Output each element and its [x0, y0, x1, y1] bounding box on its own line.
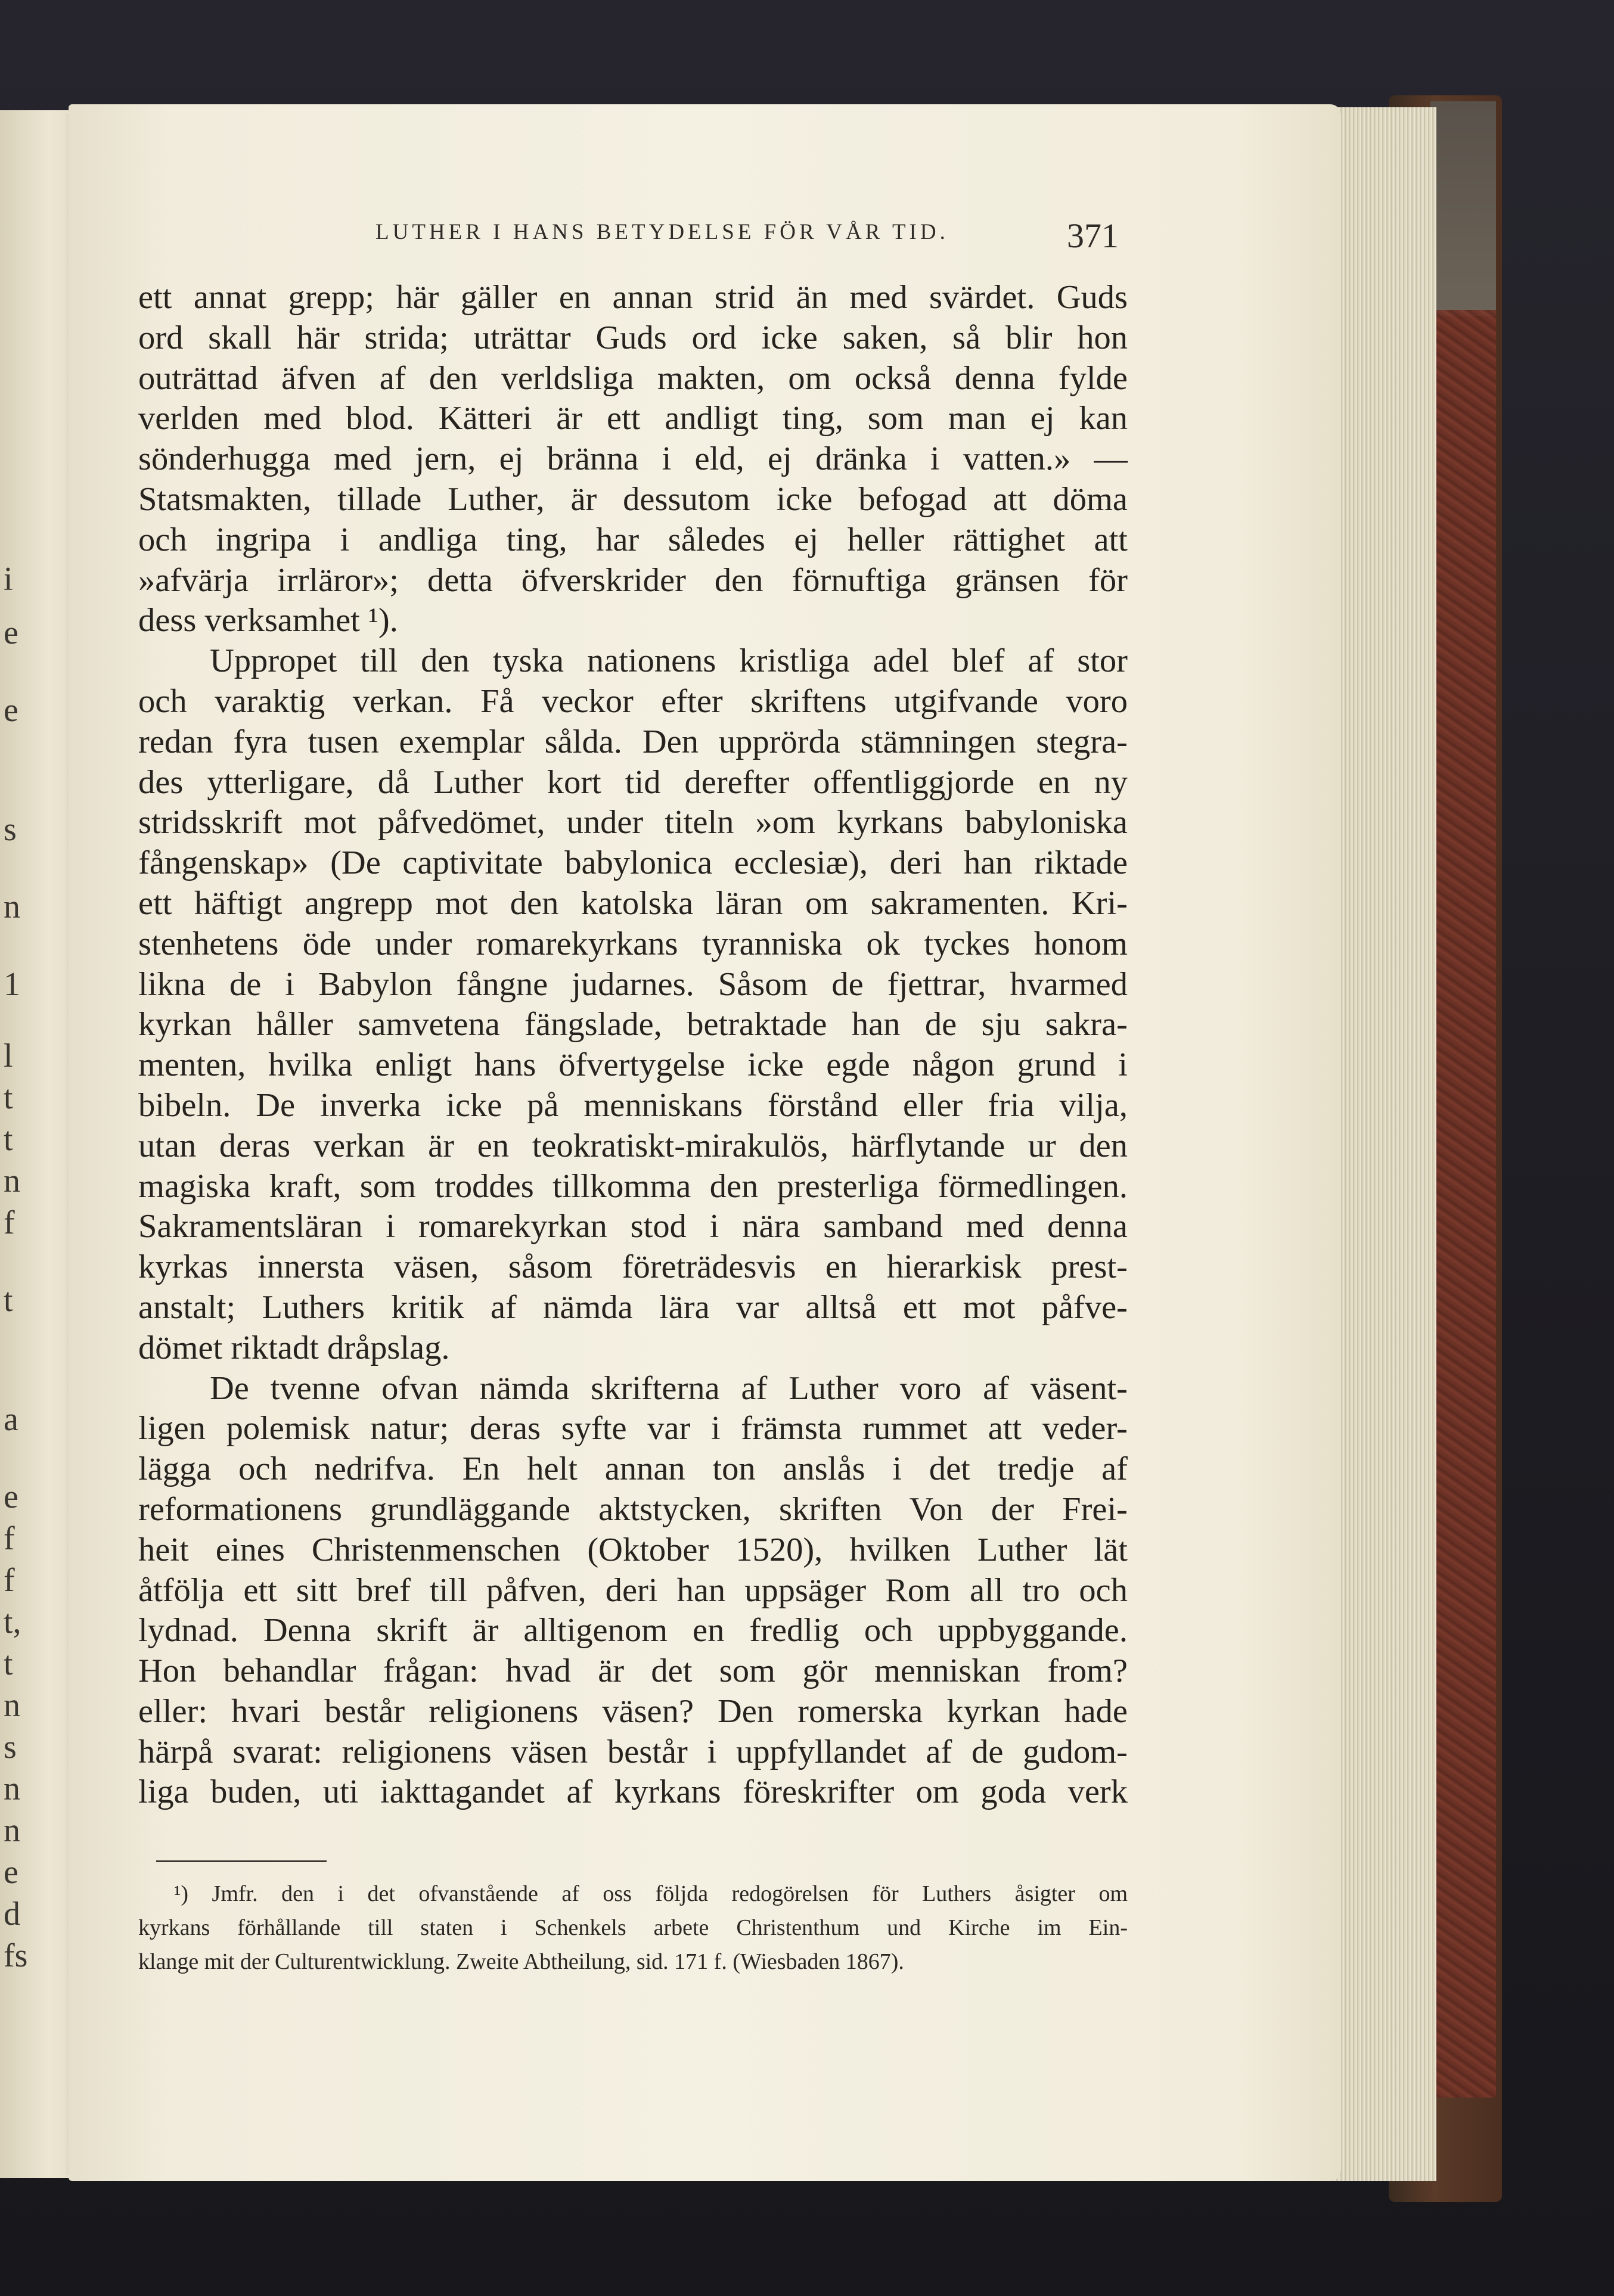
- cover-cloth-edge: [1430, 101, 1496, 316]
- margin-letter: e: [4, 614, 18, 651]
- margin-letter: t: [4, 1282, 13, 1319]
- margin-letter: e: [4, 1854, 18, 1891]
- margin-letter: f: [4, 1520, 15, 1557]
- text-line: kyrkas innersta väsen, såsom företrädesvis en hierarkisk prest-: [138, 1248, 1128, 1286]
- text-line: ord skall här strida; uträttar Guds ord icke saken, så blir hon: [138, 319, 1128, 356]
- footnote-line: ¹) Jmfr. den i det ofvanstående af oss följda redogörelsen för Luthers åsigter om: [174, 1881, 1128, 1906]
- text-line: ett annat grepp; här gäller en annan strid än med svärdet. Guds: [138, 279, 1128, 316]
- margin-letter: n: [4, 888, 20, 925]
- margin-letter: 1: [4, 966, 20, 1003]
- text-line: åtfölja ett sitt bref till påfven, deri han uppsäger Rom all tro och: [138, 1571, 1128, 1609]
- running-header: LUTHER I HANS BETYDELSE FÖR VÅR TID.: [375, 220, 949, 244]
- margin-letter: t: [4, 1645, 13, 1682]
- margin-letter: n: [4, 1163, 20, 1200]
- margin-letter: e: [4, 692, 18, 729]
- margin-letter: e: [4, 1478, 18, 1515]
- text-line: och ingripa i andliga ting, har således ej heller rättighet att: [138, 521, 1128, 558]
- footnote-rule: [156, 1860, 327, 1862]
- text-line: magiska kraft, som troddes tillkomma den presterliga förmedlingen.: [138, 1167, 1128, 1205]
- text-line: De tvenne ofvan nämda skrifterna af Luther voro af väsent-: [210, 1369, 1128, 1407]
- margin-letter: a: [4, 1401, 18, 1438]
- text-line: härpå svarat: religionens väsen består i uppfyllandet af de gudom-: [138, 1733, 1128, 1770]
- margin-letter: s: [4, 811, 17, 848]
- margin-letter: t: [4, 1079, 13, 1116]
- text-line: reformationens grundläggande aktstycken, skriften Von der Frei-: [138, 1490, 1128, 1528]
- text-line: ligen polemisk natur; deras syfte var i främsta rummet att veder-: [138, 1410, 1128, 1447]
- text-line: outrättad äfven af den verldsliga makten, om också denna fylde: [138, 359, 1128, 397]
- text-line: Sakramentsläran i romarekyrkan stod i nära samband med denna: [138, 1208, 1128, 1245]
- text-line: fångenskap» (De captivitate babylonica ecclesiæ), deri han riktade: [138, 844, 1128, 882]
- text-line: kyrkan håller samvetena fängslade, betraktade han de sju sakra-: [138, 1006, 1128, 1043]
- page-number: 371: [1067, 216, 1119, 255]
- text-line: des ytterligare, då Luther kort tid derefter offentliggjorde en ny: [138, 763, 1128, 801]
- margin-letter: fs: [4, 1937, 28, 1974]
- text-line: lydnad. Denna skrift är alltigenom en fredlig och uppbyggande.: [138, 1612, 1128, 1649]
- text-line: »afvärja irrläror»; detta öfverskrider den förnuftiga gränsen för: [138, 561, 1128, 599]
- margin-letter: f: [4, 1562, 15, 1599]
- margin-letter: f: [4, 1204, 15, 1241]
- text-line: verlden med blod. Kätteri är ett andligt ting, som man ej kan: [138, 400, 1128, 437]
- text-line: eller: hvari består religionens väsen? Den romerska kyrkan hade: [138, 1692, 1128, 1730]
- margin-letter: n: [4, 1770, 20, 1807]
- text-line: heit eines Christenmenschen (Oktober 1520), hvilken Luther lät: [138, 1531, 1128, 1568]
- text-line: utan deras verkan är en teokratiskt-mirakulös, härflytande ur den: [138, 1127, 1128, 1164]
- text-line: dömet riktadt dråpslag.: [138, 1329, 450, 1366]
- text-line: ett häftigt angrepp mot den katolska läran om sakramenten. Kri-: [138, 884, 1128, 922]
- cover-leather-texture: [1427, 310, 1496, 2098]
- margin-letter: n: [4, 1687, 20, 1724]
- text-line: stenhetens öde under romarekyrkans tyranniska ok tyckes honom: [138, 925, 1128, 962]
- footnote-line: kyrkans förhållande till staten i Schenkels arbete Christenthum und Kirche im Ein-: [138, 1915, 1128, 1940]
- text-line: redan fyra tusen exemplar sålda. Den upprörda stämningen stegra-: [138, 723, 1128, 760]
- text-line: menten, hvilka enligt hans öfvertygelse icke egde någon grund i: [138, 1046, 1128, 1084]
- margin-letter: l: [4, 1037, 13, 1074]
- margin-letter: s: [4, 1729, 17, 1766]
- footnote-line: klange mit der Culturentwicklung. Zweite Abtheilung, sid. 171 f. (Wiesbaden 1867).: [138, 1949, 904, 1974]
- body-text: [138, 278, 1128, 1813]
- margin-letter: n: [4, 1812, 20, 1849]
- text-line: lägga och nedrifva. En helt annan ton anslås i det tredje af: [138, 1450, 1128, 1488]
- text-line: liga buden, uti iakttagandet af kyrkans föreskrifter om goda verk: [138, 1773, 1128, 1811]
- margin-letter: t,: [4, 1604, 21, 1641]
- margin-letter: t: [4, 1121, 13, 1158]
- text-line: likna de i Babylon fångne judarnes. Såsom de fjettrar, hvarmed: [138, 965, 1128, 1003]
- margin-letter: i: [4, 561, 13, 598]
- text-line: Hon behandlar frågan: hvad är det som gör menniskan from?: [138, 1652, 1128, 1690]
- text-line: sönderhugga med jern, ej bränna i eld, ej dränka i vatten.» —: [138, 440, 1128, 478]
- text-line: Statsmakten, tillade Luther, är dessutom icke befogad att döma: [138, 480, 1128, 518]
- text-line: bibeln. De inverka icke på menniskans förstånd eller fria vilja,: [138, 1086, 1128, 1124]
- text-line: anstalt; Luthers kritik af nämda lära var alltså ett mot påfve-: [138, 1288, 1128, 1326]
- footnotes: [138, 1877, 1128, 1979]
- text-line: dess verksamhet ¹).: [138, 602, 398, 639]
- text-line: stridsskrift mot påfvedömet, under titeln »om kyrkans babyloniska: [138, 804, 1128, 841]
- margin-letter: d: [4, 1896, 20, 1933]
- text-line: och varaktig verkan. Få veckor efter skriftens utgifvande voro: [138, 682, 1128, 720]
- text-line: Uppropet till den tyska nationens kristliga adel blef af stor: [210, 642, 1128, 680]
